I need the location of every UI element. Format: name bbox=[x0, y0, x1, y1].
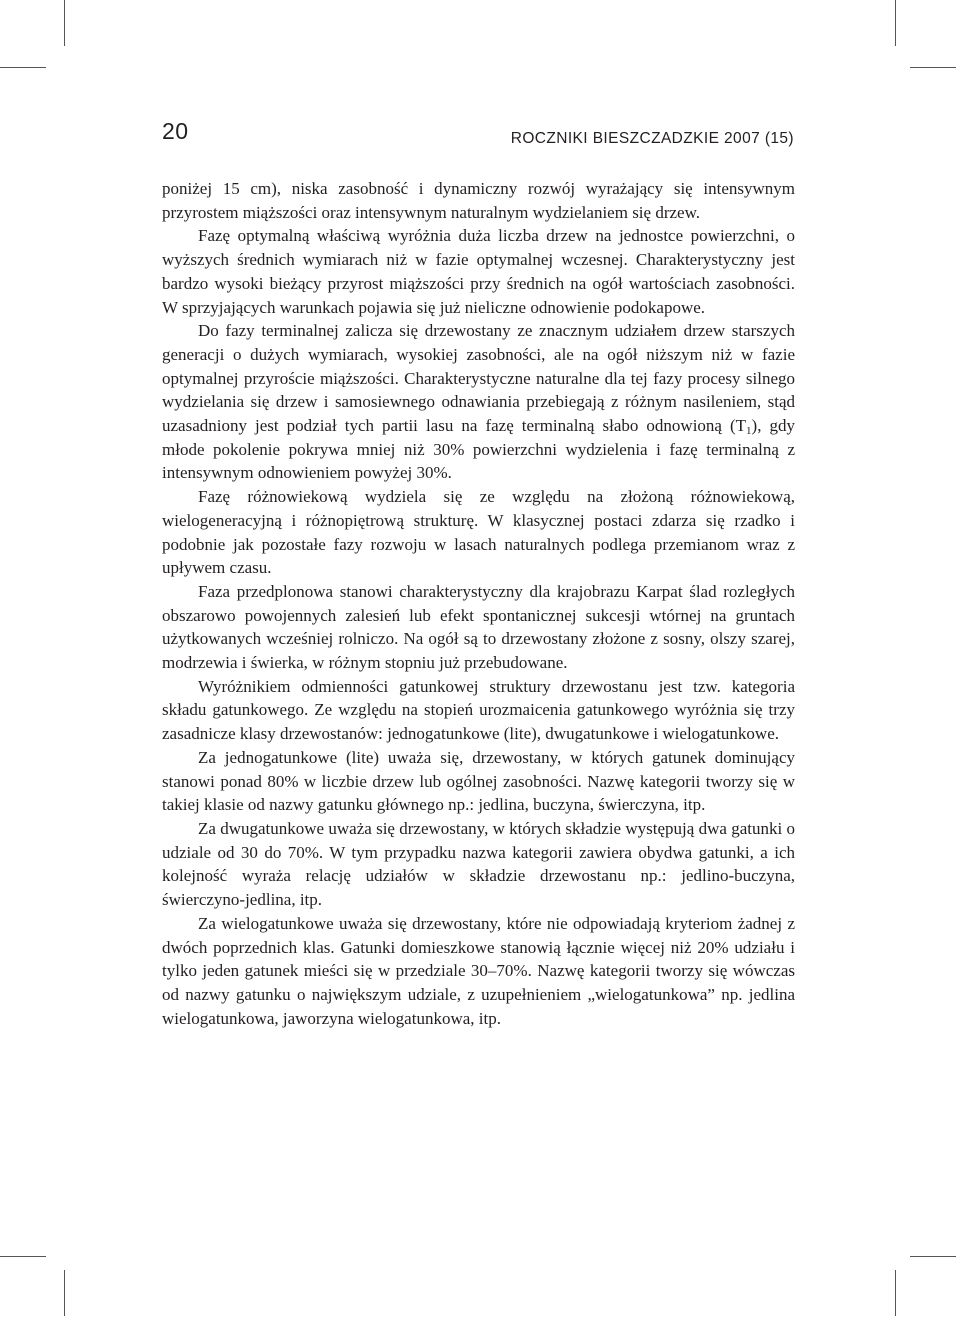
paragraph: Za jednogatunkowe (lite) uważa się, drzewostany, w których gatunek dominujący stanowi ponad 80% w liczbie drzew lub ogólnej zasobności. Nazwę kategorii tworzy się w takiej klasie od nazwy gatunku głównego np.: jedlina, buczyna, świerczyna, itp. bbox=[162, 747, 795, 815]
paragraph: Za dwugatunkowe uważa się drzewostany, w których składzie występują dwa gatunki o udziale od 30 do 70%. W tym przypadku nazwa kategorii zawiera obydwa gatunki, a ich kolejność wyraża relację udziałów w składzie drzewostanu np.: jedlino-buczyna, świerczyno-jedlina, itp. bbox=[162, 818, 795, 910]
paragraph-text: ), gdy młode pokolenie pokrywa mniej niż 30% powierzchni wydzielenia i fazę terminalną z intensywnym odnowieniem powyżej 30%. bbox=[162, 416, 795, 483]
paragraph: poniżej 15 cm), niska zasobność i dynamiczny rozwój wyrażający się intensywnym przyrostem miąższości oraz intensywnym naturalnym wydzielaniem się drzew. bbox=[162, 179, 795, 222]
paragraph: Fazę optymalną właściwą wyróżnia duża liczba drzew na jednostce powierzchni, o wyższych średnich wymiarach niż w fazie optymalnej wczesnej. Charakterystyczny jest bardzo wysoki bieżący przyrost miąższości przy średnich na ogół wartościach zasobności. W sprzyjających warunkach pojawia się już nieliczne odnowienie podokapowe. bbox=[162, 226, 795, 317]
paragraph bbox=[162, 319, 795, 485]
paragraph: Za wielogatunkowe uważa się drzewostany, które nie odpowiadają kryteriom żadnej z dwóch poprzednich klas. Gatunki domieszkowe stanowią łącznie więcej niż 20% udziału i tylko jeden gatunek mieści się w przedziale 30–70%. Nazwę kategorii tworzy się wówczas od nazwy gatunku o największym udziale, z uzupełnieniem „wielogatunkowa” np. jedlina wielogatunkowa, jaworzyna wielogatunkowa, itp. bbox=[162, 913, 795, 1028]
crop-mark-top-right bbox=[895, 0, 896, 46]
paragraph: Faza przedplonowa stanowi charakterystyczny dla krajobrazu Karpat ślad rozległych obszarowo powojennych zalesień lub efekt spontanicznej sukcesji wtórnej na gruntach użytkowanych wcześniej rolniczo. Na ogół są to drzewostany złożone z sosny, olszy szarej, modrzewia i świerka, w różnym stopniu już przebudowane. bbox=[162, 581, 795, 673]
crop-mark-top-right-h bbox=[910, 67, 956, 68]
page-number: 20 bbox=[162, 118, 189, 144]
paragraph-text: Do fazy terminalnej zalicza się drzewostany ze znacznym udziałem drzew starszych generacji o dużych wymiarach, wysokiej zasobności, ale na ogół niższym niż w fazie optymalnej przyroście miąższości. Charakterystyczne naturalne dla tej fazy procesy silnego wydzielania się drzew i samosiewnego odnawiania przebiegają z różnym nasileniem, stąd uzasadniony jest podział tych partii lasu na fazę terminalną słabo odnowioną (T bbox=[162, 321, 795, 436]
paragraph: Fazę różnowiekową wydziela się ze względu na złożoną różnowiekową, wielogeneracyjną i różnopiętrową strukturę. W klasycznej postaci zdarza się rzadko i podobnie jak pozostałe fazy rozwoju w lasach naturalnych podlega przemianom wraz z upływem czasu. bbox=[162, 487, 795, 578]
paragraph: Wyróżnikiem odmienności gatunkowej struktury drzewostanu jest tzw. kategoria składu gatunkowego. Ze względu na stopień urozmaicenia gatunkowego wyróżnia się trzy zasadnicze klasy drzewostanów: jednogatunkowe (lite), dwugatunkowe i wielogatunkowe. bbox=[162, 676, 795, 744]
crop-mark-bottom-left bbox=[64, 1270, 65, 1316]
crop-mark-bottom-right-h bbox=[910, 1256, 956, 1257]
running-head: ROCZNIKI BIESZCZADZKIE 2007 (15) bbox=[510, 130, 794, 147]
article-body bbox=[162, 177, 795, 1030]
crop-mark-top-left-h bbox=[0, 67, 46, 68]
crop-mark-top-left bbox=[64, 0, 65, 46]
crop-mark-bottom-left-h bbox=[0, 1256, 46, 1257]
crop-mark-bottom-right bbox=[895, 1270, 896, 1316]
subscript: 1 bbox=[746, 425, 752, 438]
